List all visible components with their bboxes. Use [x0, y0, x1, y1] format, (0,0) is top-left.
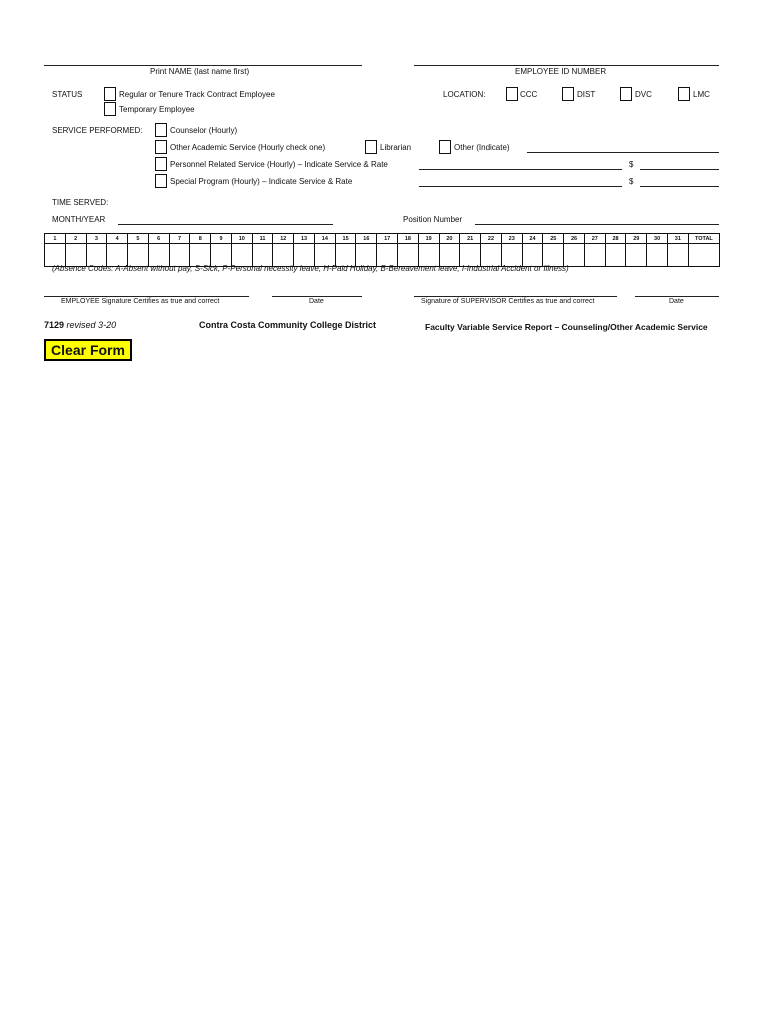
day-header-10: 10: [231, 234, 252, 244]
day-header-14: 14: [314, 234, 335, 244]
day-header-31: 31: [667, 234, 688, 244]
day-header-25: 25: [543, 234, 564, 244]
day-header-27: 27: [584, 234, 605, 244]
employee-signature-line[interactable]: [44, 296, 249, 297]
personnel-dollar-sign: $: [629, 160, 634, 169]
location-ccc-label: CCC: [520, 90, 538, 99]
status-regular-checkbox[interactable]: [104, 87, 116, 101]
day-cell-27[interactable]: [584, 244, 605, 267]
counselor-checkbox[interactable]: [155, 123, 167, 137]
day-header-20: 20: [439, 234, 460, 244]
personnel-checkbox[interactable]: [155, 157, 167, 171]
form-revised: revised 3-20: [66, 320, 117, 330]
special-rate-line[interactable]: [640, 186, 719, 187]
position-number-label: Position Number: [403, 215, 463, 224]
other-indicate-label: Other (Indicate): [454, 143, 510, 152]
day-header-22: 22: [481, 234, 502, 244]
supervisor-signature-label: Signature of SUPERVISOR Certifies as true and correct: [421, 298, 595, 305]
day-header-total: TOTAL: [688, 234, 719, 244]
day-header-13: 13: [294, 234, 315, 244]
print-name-line[interactable]: [44, 65, 362, 66]
day-header-26: 26: [564, 234, 585, 244]
day-header-24: 24: [522, 234, 543, 244]
employee-id-line[interactable]: [414, 65, 719, 66]
district-name: Contra Costa Community College District: [199, 320, 377, 330]
day-header-29: 29: [626, 234, 647, 244]
day-header-1: 1: [45, 234, 66, 244]
day-header-11: 11: [252, 234, 273, 244]
special-program-checkbox[interactable]: [155, 174, 167, 188]
day-header-19: 19: [418, 234, 439, 244]
position-number-line[interactable]: [475, 224, 719, 225]
location-dvc-checkbox[interactable]: [620, 87, 632, 101]
personnel-label: Personnel Related Service (Hourly) – Indicate Service & Rate: [170, 160, 388, 169]
day-header-2: 2: [65, 234, 86, 244]
month-year-line[interactable]: [118, 224, 333, 225]
location-dvc-label: DVC: [635, 90, 652, 99]
status-regular-label: Regular or Tenure Track Contract Employee: [119, 90, 275, 99]
status-temporary-label: Temporary Employee: [119, 105, 195, 114]
employee-signature-label: EMPLOYEE Signature Certifies as true and correct: [61, 298, 220, 305]
employee-date-line[interactable]: [272, 296, 362, 297]
supervisor-date-line[interactable]: [635, 296, 719, 297]
day-cell-29[interactable]: [626, 244, 647, 267]
day-cell-30[interactable]: [647, 244, 668, 267]
time-served-label: TIME SERVED:: [52, 198, 109, 207]
librarian-checkbox[interactable]: [365, 140, 377, 154]
day-header-17: 17: [377, 234, 398, 244]
day-header-3: 3: [86, 234, 107, 244]
location-lmc-checkbox[interactable]: [678, 87, 690, 101]
day-header-16: 16: [356, 234, 377, 244]
absence-codes: (Absence Codes: A-Absent without pay, S-Sick, P-Personal necessity leave, H-Paid Holiday, B-Bereavement leave, I-Industrial Accident or Illness): [52, 264, 569, 273]
status-temporary-checkbox[interactable]: [104, 102, 116, 116]
personnel-rate-line[interactable]: [640, 169, 719, 170]
other-indicate-checkbox[interactable]: [439, 140, 451, 154]
month-year-label: MONTH/YEAR: [52, 215, 106, 224]
day-header-5: 5: [128, 234, 149, 244]
other-academic-label: Other Academic Service (Hourly check one): [170, 143, 326, 152]
special-program-label: Special Program (Hourly) – Indicate Service & Rate: [170, 177, 353, 186]
counselor-label: Counselor (Hourly): [170, 126, 238, 135]
day-header-4: 4: [107, 234, 128, 244]
day-header-30: 30: [647, 234, 668, 244]
personnel-service-line[interactable]: [419, 169, 622, 170]
report-title: Faculty Variable Service Report – Counseling/Other Academic Service: [425, 322, 708, 332]
day-header-15: 15: [335, 234, 356, 244]
day-header-12: 12: [273, 234, 294, 244]
service-performed-label: SERVICE PERFORMED:: [52, 126, 143, 135]
employee-id-label: EMPLOYEE ID NUMBER: [515, 67, 607, 76]
day-cell-total[interactable]: [688, 244, 719, 267]
supervisor-signature-line[interactable]: [414, 296, 617, 297]
day-header-7: 7: [169, 234, 190, 244]
day-cell-31[interactable]: [667, 244, 688, 267]
day-header-6: 6: [148, 234, 169, 244]
librarian-label: Librarian: [380, 143, 412, 152]
clear-form-button[interactable]: Clear Form: [44, 339, 132, 361]
print-name-label: Print NAME (last name first): [150, 67, 250, 76]
other-indicate-line[interactable]: [527, 152, 719, 153]
location-label: LOCATION:: [443, 90, 486, 99]
day-header-28: 28: [605, 234, 626, 244]
special-dollar-sign: $: [629, 177, 634, 186]
form-number-value: 7129: [44, 320, 65, 330]
form-number: [44, 320, 116, 330]
other-academic-checkbox[interactable]: [155, 140, 167, 154]
day-header-9: 9: [211, 234, 232, 244]
location-ccc-checkbox[interactable]: [506, 87, 518, 101]
day-header-23: 23: [501, 234, 522, 244]
days-grid: [44, 233, 720, 267]
location-dist-label: DIST: [577, 90, 596, 99]
employee-date-label: Date: [309, 298, 324, 305]
location-lmc-label: LMC: [693, 90, 710, 99]
location-dist-checkbox[interactable]: [562, 87, 574, 101]
supervisor-date-label: Date: [669, 298, 684, 305]
day-header-18: 18: [398, 234, 419, 244]
day-header-21: 21: [460, 234, 481, 244]
day-cell-28[interactable]: [605, 244, 626, 267]
status-label: STATUS: [52, 90, 83, 99]
special-service-line[interactable]: [419, 186, 622, 187]
day-header-8: 8: [190, 234, 211, 244]
